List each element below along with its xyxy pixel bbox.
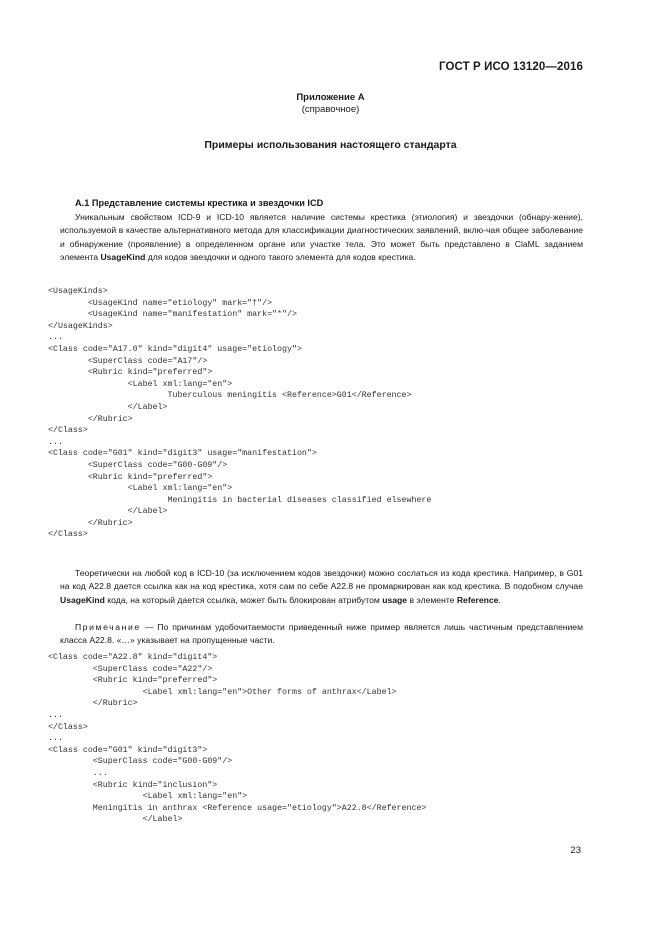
page-number: 23 bbox=[570, 845, 581, 856]
paragraph-2-text-c: в элементе bbox=[407, 594, 457, 605]
paragraph-2-bold-a: UsageKind bbox=[60, 594, 105, 605]
code-block-2: <Class code="A22.8" kind="digit4"> <SuperClass code="A22"/> <Rubric kind="preferred"> <Label xml:lang="en">Other forms of anthrax</Label> </Rubric> ... </Class> ... <Class code="G01" kind="digit3"> <SuperClass code="G00-G09"/> ... <Rubric kind="inclusion"> <Label xml:lang="en"> Meningitis in anthrax <Reference usage="etiology">A22.8</Reference> </Label> bbox=[48, 653, 427, 825]
paragraph-2-text-a: Теоретически на любой код в ICD-10 (за исключением кодов звездочки) можно сослаться из кода крестика. Например, в G01 на код А22.8 дается ссылка как на код крестика, хотя сам по себе А22.8 не промаркирован как код крестика. В подобном случае bbox=[60, 568, 583, 592]
note-text: — По причинам удобочитаемости приведенный ниже пример является лишь частичным представлением класса А22.8. «…» указывает на пропущенные части. bbox=[60, 622, 583, 646]
document-id-header: ГОСТ Р ИСО 13120—2016 bbox=[438, 61, 583, 73]
paragraph-2 bbox=[60, 567, 583, 607]
paragraph-2-bold-b: usage bbox=[382, 594, 408, 605]
annex-subtitle: (справочное) bbox=[301, 104, 360, 115]
main-title: Примеры использования настоящего стандарта bbox=[204, 139, 457, 151]
paragraph-1-bold-a: UsageKind bbox=[100, 252, 146, 263]
annex-title: Приложение А bbox=[296, 92, 365, 103]
note-label: Примечание bbox=[75, 622, 141, 632]
paragraph-1-text-b: для кодов звездочки и одного такого элемента для кодов крестика. bbox=[145, 252, 416, 263]
paragraph-2-text-b: кода, на который дается ссылка, может быть блокирован атрибутом bbox=[104, 594, 383, 605]
note-paragraph bbox=[60, 621, 583, 648]
paragraph-2-text-d: . bbox=[498, 594, 501, 605]
paragraph-1-text-a: Уникальным свойством ICD-9 и ICD-10 является наличие системы крестика (этиология) и звездочки (обнару-жение), используемой в качестве альтернативного метода для классификации диагностических заявлений, вклю-чая общее заболевание и обнаружение (проявление) в определенном органе или участке тела. Это может быть представлено в ClaML заданием элемента bbox=[60, 212, 583, 263]
paragraph-2-bold-c: Reference bbox=[456, 594, 499, 605]
paragraph-1 bbox=[60, 211, 583, 265]
section-heading: А.1 Представление системы крестика и звездочки ICD bbox=[75, 198, 324, 208]
code-block-1: <UsageKinds> <UsageKind name="etiology" mark="†"/> <UsageKind name="manifestation" mark="*"/> </UsageKinds> ... <Class code="A17.0" kind="digit4" usage="etiology"> <SuperClass code="A17"/> <Rubric kind="preferred"> <Label xml:lang="en"> Tuberculous meningitis <Reference>G01</Reference> </Label> </Rubric> </Class> ... <Class code="G01" kind="digit3" usage="manifestation"> <SuperClass code="G00-G09"/> <Rubric kind="preferred"> <Label xml:lang="en"> Meningitis in bacterial diseases classified elsewhere </Label> </Rubric> </Class> bbox=[48, 287, 432, 540]
